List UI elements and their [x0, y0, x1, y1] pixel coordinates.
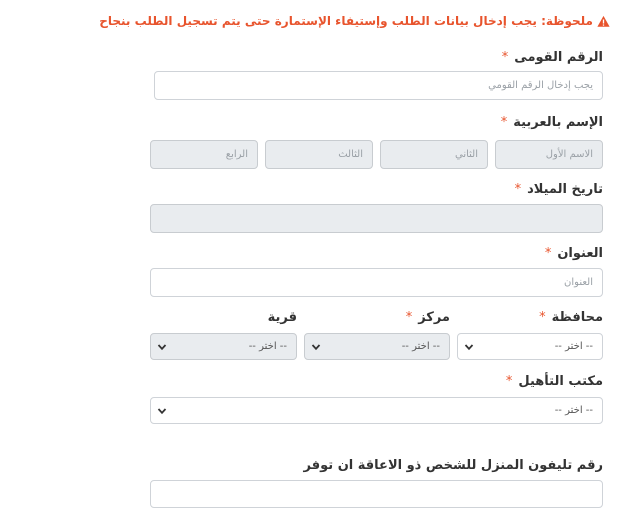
village-select[interactable]	[150, 333, 297, 360]
first-name-input[interactable]	[495, 140, 603, 169]
center-select[interactable]	[304, 333, 450, 360]
address-placeholder: العنوان	[564, 277, 593, 288]
national-id-label: الرقم القومى*	[501, 50, 603, 65]
governorate-label: محافظة*	[539, 310, 603, 325]
form-note-text: ملحوظة: يجب إدخال بيانات الطلب وإستيفاء الإستمارة حتى يتم تسجيل الطلب بنجاح	[99, 14, 593, 28]
home-phone-input[interactable]	[150, 480, 603, 508]
national-id-placeholder: يجب إدخال الرقم القومي	[488, 80, 593, 91]
warning-triangle-icon	[597, 15, 610, 28]
fourth-name-input[interactable]	[150, 140, 258, 169]
required-mark: *	[500, 115, 508, 130]
center-label: مركز*	[405, 310, 450, 325]
third-name-input[interactable]	[265, 140, 373, 169]
village-selected: -- اختر --	[248, 341, 287, 352]
first-name-placeholder: الاسم الأول	[545, 149, 593, 160]
required-mark: *	[501, 50, 509, 65]
birth-date-label: تاريخ الميلاد*	[514, 182, 603, 197]
required-mark: *	[514, 182, 522, 197]
rehab-office-selected: -- اختر --	[554, 405, 593, 416]
second-name-input[interactable]	[380, 140, 488, 169]
village-label: قرية	[267, 310, 297, 325]
fourth-name-placeholder: الرابع	[225, 149, 248, 160]
arabic-name-label: الإسم بالعربية*	[500, 115, 603, 130]
governorate-selected: -- اختر --	[554, 341, 593, 352]
chevron-down-icon	[157, 406, 167, 416]
required-mark: *	[405, 310, 413, 325]
required-mark: *	[544, 246, 552, 261]
address-label: العنوان*	[544, 246, 603, 261]
chevron-down-icon	[311, 342, 321, 352]
required-mark: *	[505, 374, 513, 389]
birth-date-input[interactable]	[150, 204, 603, 233]
national-id-input[interactable]	[154, 71, 603, 100]
chevron-down-icon	[464, 342, 474, 352]
center-selected: -- اختر --	[401, 341, 440, 352]
rehab-office-select[interactable]	[150, 397, 603, 424]
chevron-down-icon	[157, 342, 167, 352]
home-phone-label: رقم تليفون المنزل للشخص ذو الاعاقة ان توفر	[303, 458, 603, 473]
form-note	[99, 14, 610, 28]
address-input[interactable]	[150, 268, 603, 297]
governorate-select[interactable]	[457, 333, 603, 360]
required-mark: *	[539, 310, 546, 325]
second-name-placeholder: الثاني	[454, 149, 478, 160]
third-name-placeholder: الثالث	[338, 149, 363, 160]
rehab-office-label: مكتب التأهيل*	[505, 374, 603, 389]
